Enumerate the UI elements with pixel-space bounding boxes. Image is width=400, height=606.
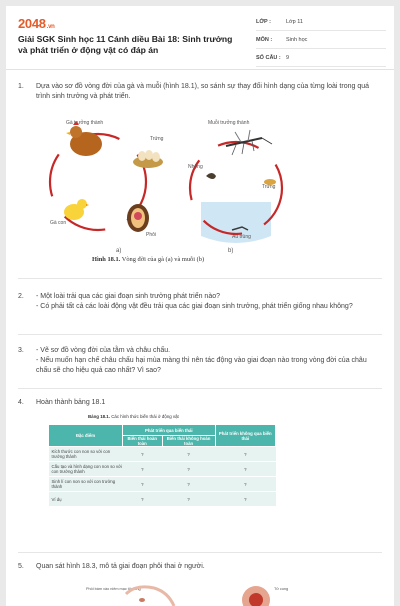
table-cell: ?	[215, 462, 275, 477]
question-text: Quan sát hình 18.3, mô tả giai đoạn phôi thai ở người.	[36, 563, 205, 570]
table-cell: ?	[123, 477, 163, 492]
figure-18-1	[36, 112, 306, 270]
label-pupa: Nhộng	[188, 164, 203, 170]
table-row	[49, 447, 276, 462]
question-text	[36, 292, 382, 312]
label-larva: Ấu trùng	[232, 234, 251, 240]
table-header-group: Phát triển qua biến thái	[123, 425, 216, 436]
table-caption-text: Các hình thức biến thái ở động vật	[111, 414, 179, 419]
table-18-1	[44, 414, 276, 542]
question-text: Dựa vào sơ đồ vòng đời của gà và muỗi (hình 18.1), so sánh sự thay đổi hình dạng của từng loài trong quá trình sinh trưởng và phát triển.	[36, 83, 369, 100]
question-number: 4.	[18, 399, 24, 406]
caption-text: Vòng đời của gà (a) và muỗi (b)	[121, 256, 205, 263]
question-number: 1.	[18, 83, 24, 90]
table-row-label: Cấu tạo và hình dạng con non so với con trưởng thành	[49, 462, 123, 477]
table-row	[49, 477, 276, 492]
table-row-label: Kích thước con non so với con trưởng thành	[49, 447, 123, 462]
label-embryo: Phôi	[146, 232, 157, 238]
figure-18-3	[86, 578, 306, 606]
meta-row-class	[256, 16, 386, 31]
meta-panel	[256, 16, 386, 70]
table-caption	[88, 414, 179, 419]
question-number: 5.	[18, 563, 24, 570]
table-cell: ?	[162, 447, 215, 462]
label-chick: Gà con	[50, 220, 67, 226]
document-title: Giải SGK Sinh học 11 Cánh diều Bài 18: Sinh trưởng và phát triển ở động vật có đáp án	[18, 34, 233, 55]
table-cell: ?	[215, 477, 275, 492]
label-adult-chicken: Gà trưởng thành	[66, 120, 104, 126]
hen-icon	[66, 121, 102, 156]
table-header-incomplete: Biến thái không hoàn toàn	[162, 436, 215, 447]
question-text	[36, 346, 382, 376]
question-text: Hoàn thành bảng 18.1	[36, 399, 106, 406]
logo-suffix: .vn	[46, 24, 55, 30]
divider	[18, 278, 382, 279]
label-adult-mosquito: Muỗi trưởng thành	[208, 120, 250, 126]
embryo-icon	[139, 598, 145, 602]
pupa-icon	[206, 173, 216, 179]
question-line: - Một loài trải qua các giai đoạn sinh trưởng phát triển nào?	[36, 293, 220, 300]
meta-key: LỚP :	[256, 19, 271, 25]
chick-icon	[64, 199, 89, 220]
question-line: - Vẽ sơ đồ vòng đời của tằm và châu chấu.	[36, 347, 171, 354]
panel-label-b: b)	[228, 248, 234, 254]
meta-key: SỐ CÂU :	[256, 55, 281, 61]
document-page	[6, 6, 394, 606]
table-cell: ?	[123, 462, 163, 477]
table-cell: ?	[123, 492, 163, 507]
table-cell: ?	[162, 462, 215, 477]
document-header	[6, 6, 394, 70]
table-row	[49, 462, 276, 477]
table-row-label: Ví dụ	[49, 492, 123, 507]
embryo-egg-icon	[127, 204, 149, 232]
table-caption-number: Bảng 18.1.	[88, 414, 110, 419]
question-number: 3.	[18, 347, 24, 354]
label-embryo-attach: Phôi bám vào niêm mạc tử cung	[86, 587, 141, 591]
question-line: - Nếu muốn hạn chế châu chấu hại mùa màng thì nên tác động vào giai đoạn nào trong vòng đời của châu chấu sẽ cho hiệu quả cao nhất? Vì sao?	[36, 357, 367, 374]
table-cell: ?	[162, 477, 215, 492]
metamorphosis-table	[48, 424, 276, 507]
label-mosquito-eggs: Trứng	[262, 184, 276, 190]
table-header-complete: Biến thái hoàn toàn	[123, 436, 163, 447]
meta-key: MÔN :	[256, 37, 273, 43]
question-line: - Có phải tất cả các loài động vật đều trải qua các giai đoạn sinh trưởng, phát triển giống nhau không?	[36, 303, 353, 310]
eggs-nest-icon	[133, 150, 163, 168]
caption-number: Hình 18.1.	[92, 256, 121, 263]
table-cell: ?	[215, 492, 275, 507]
table-row-label: Sinh lí con non so với con trưởng thành	[49, 477, 123, 492]
uterus-wall-icon	[126, 587, 174, 606]
logo-text: 2048	[18, 16, 46, 31]
meta-value: Lớp 11	[286, 19, 303, 25]
figure-18-1-caption	[92, 256, 204, 263]
table-cell: ?	[123, 447, 163, 462]
site-logo[interactable]	[18, 16, 55, 31]
question-number: 2.	[18, 293, 24, 300]
label-uterus: Tử cung	[274, 587, 289, 591]
meta-value: 9	[286, 55, 290, 61]
table-header-feature: Đặc điểm	[49, 425, 123, 447]
panel-label-a: a)	[116, 248, 122, 254]
label-chicken-eggs: Trứng	[150, 136, 164, 142]
divider	[18, 552, 382, 553]
meta-row-count	[256, 52, 386, 67]
table-header-direct: Phát triển không qua biến thái	[215, 425, 275, 447]
table-row	[49, 492, 276, 507]
meta-row-subject	[256, 34, 386, 49]
table-cell: ?	[215, 447, 275, 462]
meta-value: Sinh học	[286, 37, 308, 43]
table-cell: ?	[162, 492, 215, 507]
divider	[18, 388, 382, 389]
divider	[18, 334, 382, 335]
